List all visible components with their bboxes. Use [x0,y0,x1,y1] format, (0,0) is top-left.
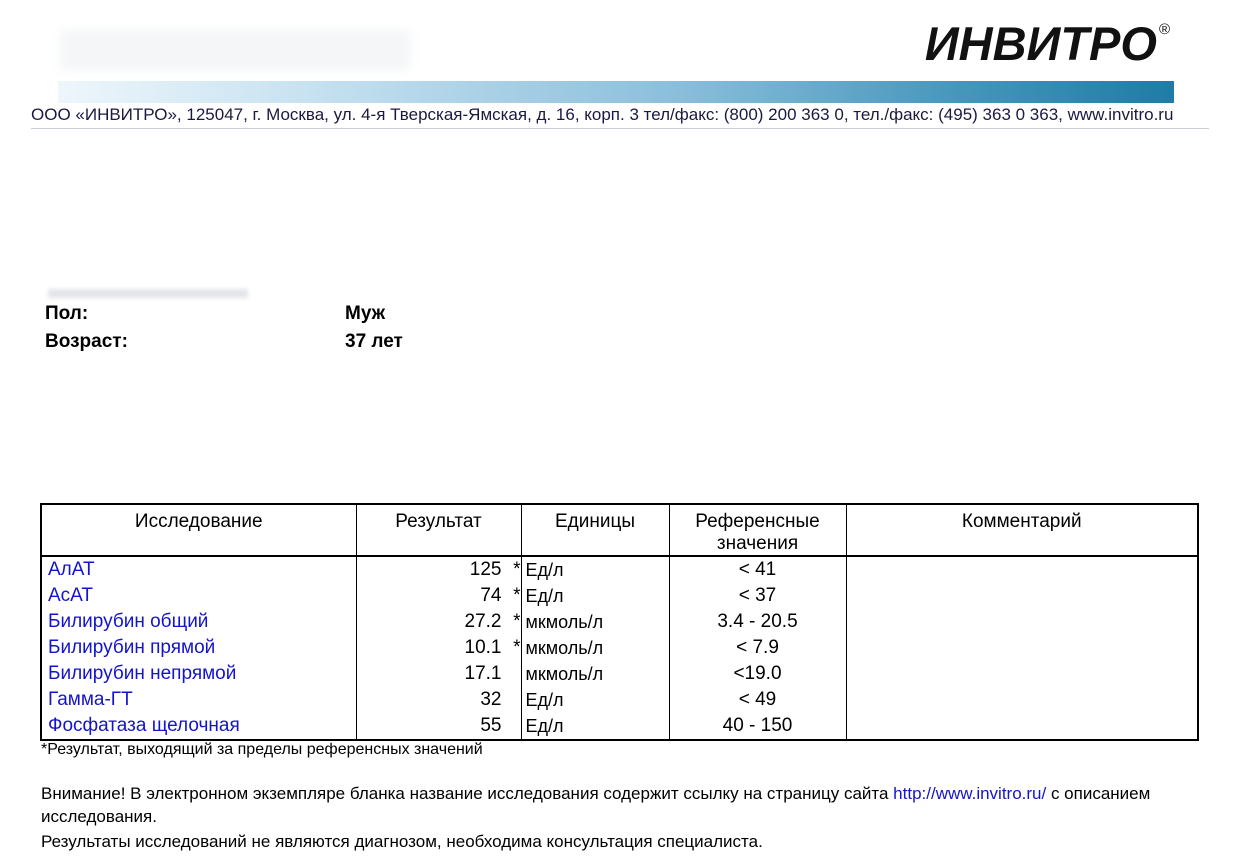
reference-cell: 40 - 150 [669,713,846,740]
result-value: 125 [469,559,502,580]
patient-age-row [45,328,403,356]
header-gradient-bar [58,81,1174,103]
company-address-line: ООО «ИНВИТРО», 125047, г. Москва, ул. 4-я Тверская-Ямская, д. 16, корп. 3 тел/факс: (800) 200 363 0, тел./факс: (495) 363 0 363, www.invitro.ru [31,105,1209,129]
result-value: 27.2 [464,611,502,632]
test-link[interactable]: Билирубин прямой [48,637,216,658]
test-name-cell [41,687,356,713]
test-link[interactable]: АлАТ [48,559,95,580]
table-row [41,661,1198,687]
comment-cell [846,661,1198,687]
units-cell: мкмоль/л [521,635,669,661]
attention-text-prefix: Внимание! В электронном экземпляре бланка название исследования содержит ссылку на страницу сайта [41,784,894,803]
col-header-result: Результат [356,504,521,556]
patient-info [45,300,403,356]
units-cell: Ед/л [521,583,669,609]
result-value: 55 [480,715,502,736]
comment-cell [846,556,1198,583]
table-row [41,713,1198,740]
result-cell [356,609,521,635]
comment-cell [846,609,1198,635]
redacted-area-header [60,30,410,70]
table-row [41,583,1198,609]
asterisk-footnote: *Результат, выходящий за пределы референсных значений [41,741,483,758]
results-table [40,503,1199,741]
table-row [41,687,1198,713]
table-row [41,556,1198,583]
test-name-cell [41,583,356,609]
test-link[interactable]: АсАТ [48,585,93,606]
disclaimer-note: Результаты исследований не являются диагнозом, необходима консультация специалиста. [41,832,763,851]
result-cell [356,583,521,609]
sex-value: Муж [345,303,386,324]
col-header-comment: Комментарий [846,504,1198,556]
result-cell [356,713,521,740]
col-header-test: Исследование [41,504,356,556]
patient-sex-row [45,300,403,328]
test-name-cell [41,635,356,661]
registered-trademark-icon: ® [1158,21,1170,38]
comment-cell [846,713,1198,740]
reference-cell: < 7.9 [669,635,846,661]
col-header-reference: Референсные значения [669,504,846,556]
result-cell [356,635,521,661]
test-link[interactable]: Билирубин общий [48,611,209,632]
table-row [41,635,1198,661]
logo-text: ИНВИТРО [924,17,1157,70]
comment-cell [846,583,1198,609]
reference-cell: < 37 [669,583,846,609]
result-value: 32 [480,689,502,710]
comment-cell [846,687,1198,713]
invitro-site-link[interactable]: http://www.invitro.ru/ [893,784,1047,803]
attention-text-suffix: с описанием исследования. [41,784,1151,826]
test-name-cell [41,556,356,583]
invitro-logo [925,16,1170,71]
reference-cell: 3.4 - 20.5 [669,609,846,635]
test-link[interactable]: Билирубин непрямой [48,663,237,684]
table-header-row [41,504,1198,556]
out-of-range-flag: * [513,559,521,580]
test-name-cell [41,713,356,740]
result-cell [356,687,521,713]
redacted-area-patient-name [48,289,248,298]
result-cell [356,661,521,687]
out-of-range-flag: * [513,637,521,658]
result-value: 10.1 [464,637,502,658]
attention-note [41,782,1161,828]
units-cell: Ед/л [521,687,669,713]
reference-cell: < 49 [669,687,846,713]
units-cell: Ед/л [521,713,669,740]
age-label: Возраст: [45,331,128,352]
result-value: 17.1 [464,663,502,684]
out-of-range-flag: * [513,611,521,632]
comment-cell [846,635,1198,661]
test-name-cell [41,609,356,635]
out-of-range-flag: * [513,585,521,606]
test-link[interactable]: Гамма-ГТ [48,689,133,710]
sex-label: Пол: [45,303,89,324]
reference-cell: < 41 [669,556,846,583]
units-cell: мкмоль/л [521,661,669,687]
reference-cell: <19.0 [669,661,846,687]
result-value: 74 [480,585,502,606]
test-link[interactable]: Фосфатаза щелочная [48,715,240,736]
table-row [41,609,1198,635]
units-cell: мкмоль/л [521,609,669,635]
test-name-cell [41,661,356,687]
units-cell: Ед/л [521,556,669,583]
age-value: 37 лет [345,331,403,352]
col-header-units: Единицы [521,504,669,556]
result-cell [356,556,521,583]
